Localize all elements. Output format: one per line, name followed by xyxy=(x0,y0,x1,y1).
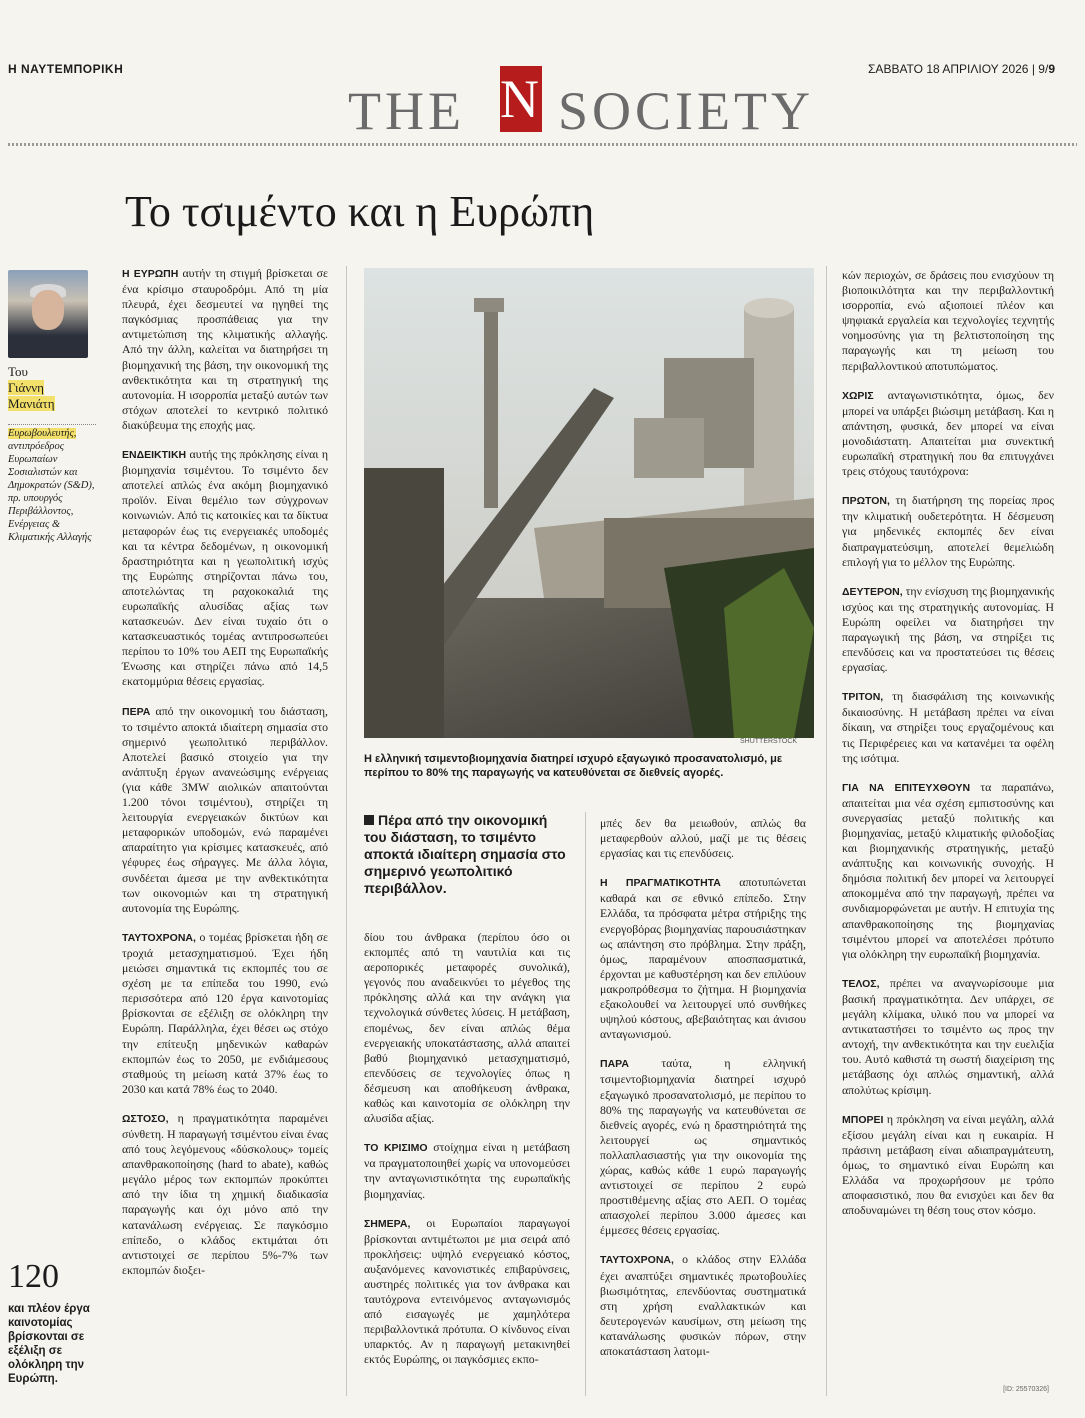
paragraph-lead: ΜΠΟΡΕΙ xyxy=(842,1113,884,1126)
article-paragraph xyxy=(364,930,570,1126)
section-n-logo: N xyxy=(500,66,542,132)
paragraph-lead: ΤΕΛΟΣ, xyxy=(842,977,880,990)
article-id: [ID: 25570326] xyxy=(1003,1386,1049,1393)
paragraph-text: από την οικονομική του διάσταση, το τσιμέντο αποκτά ιδιαίτερη σημασία στο σημερινό γεωπολιτικό περιβάλλον. Αποτελεί βασικό στοιχείο για την ανάπτυξη έργων ανανεώσιμης ενέργειας (για κάθε 3MW αιολικών απαιτούνται 1.200 τόνοι τσιμέντου), στηρίζει τη λειτουργία ενεργειακών δικτύων και μεταφορικών υποδομών, ενώ παραμένει απαραίτητο για κρίσιμες κατασκευές, από γέφυρες έως σήραγγες. Με άλλα λόγια, συνδέεται άμεσα με την ανθεκτικότητα των οικονομιών και τη στρατηγική αυτονομία της Ευρώπης. xyxy=(122,703,328,915)
article-paragraph xyxy=(842,1112,1054,1219)
byline xyxy=(8,364,92,412)
column-divider xyxy=(826,266,827,1396)
article-column-1 xyxy=(122,266,328,1292)
paragraph-text: αυτής της πρόκλησης είναι η βιομηχανία τσιμέντου. Το τσιμέντο δεν αποτελεί απλώς ένα ακόμη βιομηχανικό προϊόν. Είναι θεμέλιο των σύγχρονων κοινωνιών. Από τις κατοικίες και τα δίκτυα μεταφορών έως τις ενεργειακές υποδομές και τα κέντρα δεδομένων, η οικονομική δραστηριότητα και η γεωπολιτική ισχύς της Ευρώπης στηρίζονται πάνω του, αποτελώντας τη ραχοκοκαλιά της ευρωπαϊκής αλυσίδας αξίας των κατασκευών. Δεν είναι τυχαίο ότι ο κατασκευαστικός τομέας αντιπροσωπεύει περίπου το 10% του ΑΕΠ της Ευρωπαϊκής Ένωσης και στηρίζει πάνω από 14,5 εκατομμύρια θέσεις εργασίας. xyxy=(122,447,328,689)
issue-date: ΣΑΒΒΑΤΟ 18 ΑΠΡΙΛΙΟΥ 2026 | 9/9 xyxy=(868,62,1055,76)
article-paragraph xyxy=(364,1140,570,1201)
paragraph-lead: ΠΑΡΑ xyxy=(600,1058,629,1071)
article-paragraph xyxy=(842,268,1054,374)
paragraph-text: αποτυπώνεται καθαρά και σε εθνικό επίπεδο. Στην Ελλάδα, τα πρόσφατα μέτρα στήριξης της ενεργοβόρας βιομηχανίας παρουσιάστηκαν ως απάντηση στο πρόβλημα. Στην πράξη, όμως, παραμένουν αποσπασματικά, έρχονται με καθυστέρηση και δεν επιλύουν μακροπρόθεσμα το ζήτημα. Η βιομηχανία εξακολουθεί να λειτουργεί υπό συνθήκες υψηλού κόστους, αβεβαιότητας και άνισου ανταγωνισμού. xyxy=(600,875,806,1042)
paragraph-lead: ΕΝΔΕΙΚΤΙΚΗ xyxy=(122,449,187,462)
page-number: 9 xyxy=(1038,62,1045,76)
paragraph-text: ανταγωνιστικότητα, όμως, δεν μπορεί να υπάρξει βιώσιμη μετάβαση. Και η απάντηση, φυσικά, δεν μπορεί να είναι μονοδιάστατη. Απαιτείται μια συνεκτική ευρωπαϊκή στρατηγική που θα επιτυγχάνει τρεις στόχους ταυτόχρονα: xyxy=(842,387,1054,479)
article-paragraph xyxy=(842,493,1054,569)
paragraph-text: τα παραπάνω, απαιτείται μια νέα σχέση εμπιστοσύνης και συνεργασίας μεταξύ πολιτικής και βιομηχανίας, μεταξύ κλιματικής φιλοδοξίας και βιομηχανικής στρατηγικής, μεταξύ ανάπτυξης και κοινωνικής συνοχής. Η δημόσια πολιτική δεν μπορεί να λειτουργεί αποκομμένα από την παραγωγή, πρέπει να συνδιαμορφώνεται με αυτήν. Η επιτυχία της απανθρακοποίησης της βιομηχανίας τσιμέντου μπορεί να αποτελέσει πρότυπο για ολόκληρη την ευρωπαϊκή βιομηχανία. xyxy=(842,779,1054,961)
column-divider xyxy=(585,812,586,1396)
article-paragraph xyxy=(842,388,1054,480)
bullet-square-icon xyxy=(364,815,374,825)
author-bio xyxy=(8,424,96,544)
paragraph-text: ο τομέας βρίσκεται ήδη σε τροχιά μετασχηματισμού. Έχει ήδη μειώσει σημαντικά τις εκπομπές του σε σχέση με τα επίπεδα του 1990, ενώ περισσότερα από 120 έργα καινοτομίας βρίσκονται σε εξέλιξη σε ολόκληρη την Ευρώπη. Παράλληλα, έχει θέσει ως στόχο την επίτευξη μηδενικών καθαρών εκπομπών έως το 2050, με ενδιάμεσους σταθμούς τη μείωση κατά 37% έως το 2030 και κατά 78% έως το 2040. xyxy=(122,929,328,1096)
paragraph-text: η πραγματικότητα παραμένει σύνθετη. Η παραγωγή τσιμέντου είναι ένας από τους λεγόμενους «δύσκολους» τομείς απανθρακοποίησης (hard to abate), καθώς μεγάλο μέρος των εκπομπών προκύπτει από την ίδια τη χημική διαδικασία παραγωγής και όχι μόνο από την κατανάλωση ενέργειας. Σε παγκόσμιο επίπεδο, ο κλάδος εκτιμάται ότι αντιστοιχεί σε περίπου 5%-7% των εκπομπών διοξει- xyxy=(122,1110,328,1277)
paragraph-text: κών περιοχών, σε δράσεις που ενισχύουν τη βιοποικιλότητα και την περιβαλλοντική ισορροπία, ενώ αξιοποιεί πλέον και ψηφιακά εργαλεία και τεχνολογίες τεχνητής νοημοσύνης για τη βελτιστοποίηση της παραγωγής και τη μείωση του περιβαλλοντικού αποτυπώματος. xyxy=(842,268,1054,373)
pull-quote-text: Πέρα από την οικονομική του διάσταση, το τσιμέντο αποκτά ιδιαίτερη σημασία στο σημερινό γεωπολιτικό περιβάλλον. xyxy=(364,812,566,896)
paragraph-lead: ΤΡΙΤΟΝ, xyxy=(842,691,884,704)
section-the: THE xyxy=(348,81,465,141)
article-paragraph xyxy=(122,1111,328,1278)
section-title xyxy=(340,66,840,146)
article-paragraph xyxy=(600,1056,806,1238)
article-paragraph xyxy=(122,447,328,690)
paragraph-text: πρέπει να αναγνωρίσουμε μια βασική πραγματικότητα. Δεν υπάρχει, σε μεγάλη κλίμακα, υλικό που να μπορεί να αντικαταστήσει το τσιμέντο ως προς την αντοχή, την ανθεκτικότητα και την ευελιξία του. Αυτό καθιστά τη σωστή διαχείριση της μετάβασης όχι απλώς σημαντική, αλλά απολύτως κρίσιμη. xyxy=(842,975,1054,1097)
article-column-3 xyxy=(600,816,806,1373)
paragraph-lead: ΓΙΑ ΝΑ ΕΠΙΤΕΥΧΘΟΥΝ xyxy=(842,781,971,794)
article-paragraph xyxy=(600,875,806,1042)
article-column-4 xyxy=(842,268,1054,1232)
paragraph-lead: ΩΣΤΟΣΟ, xyxy=(122,1112,169,1125)
bio-highlight: Ευρωβουλευτής, xyxy=(8,428,77,439)
paragraph-text: αυτήν τη στιγμή βρίσκεται σε ένα κρίσιμο σταυροδρόμι. Από τη μία πλευρά, έχει δεσμευτεί να ηγηθεί της παγκόσμιας προσπάθειας για την αντιμετώπιση της κλιματικής αλλαγής. Από την άλλη, καλείται να διατηρήσει τη βιομηχανική της βάση, την οικονομική της ανθεκτικότητα και τη στρατηγική της αυτονομία. Η ισορροπία μεταξύ αυτών των στόχων αποτελεί το κεντρικό πολιτικό διακύβευμα της εποχής μας. xyxy=(122,266,328,432)
paragraph-lead: ΤΑΥΤΟΧΡΟΝΑ, xyxy=(122,931,196,944)
section-society: SOCIETY xyxy=(558,81,814,141)
paragraph-text: δίου του άνθρακα (περίπου όσο οι εκπομπές από τη ναυτιλία και τις αεροπορικές μεταφορές συνολικά), γεγονός που αναδεικνύει το μέγεθος της πρόκλησης αλλά και την ανάγκη για τεχνολογικά σύνθετες λύσεις. Η μετάβαση, επομένως, δεν είναι απλώς θέμα ενεργειακής υποκατάστασης, αλλά απαιτεί βαθύ βιομηχανικό μετασχηματισμό, επενδύσεις σε τεχνολογίες όπως η δέσμευση και αποθήκευση άνθρακα, καθώς και καινοτομία σε ολόκληρη την αλυσίδα αξίας. xyxy=(364,930,570,1126)
paragraph-text: τη διατήρηση της πορείας προς την κλιματική ουδετερότητα. Η δέσμευση για μηδενικές εκπομπές δεν είναι διαπραγματεύσιμη, αποτελεί θεμελιώδη επιλογή για το μέλλον της Ευρώπης. xyxy=(842,493,1054,569)
byline-prefix: Του xyxy=(8,364,28,379)
paragraph-text: την ενίσχυση της βιομηχανικής ισχύος και της στρατηγικής αυτονομίας. Η Ευρώπη οφείλει να διατηρήσει την παραγωγική της βάση, να στηρίξει τις επενδύσεις και να προστατεύσει τις θέσεις εργασίας. xyxy=(842,583,1054,675)
paragraph-lead: ΤΑΥΤΟΧΡΟΝΑ, xyxy=(600,1254,674,1267)
article-paragraph xyxy=(364,1216,570,1368)
page-number-bold: 9 xyxy=(1048,62,1055,76)
paragraph-lead: Η ΕΥΡΩΠΗ xyxy=(122,268,179,280)
article-paragraph xyxy=(842,689,1054,765)
cement-plant-photo xyxy=(364,268,814,738)
paragraph-text: ο κλάδος στην Ελλάδα έχει αναπτύξει σημαντικές πρωτοβουλίες βιωσιμότητας, επενδύοντας συστηματικά στη χρήση εναλλακτικών και δευτερογενών καυσίμων, στη μείωση της κατανάλωσης φυσικών πόρων, στην αποκατάσταση λατομι- xyxy=(600,1252,806,1358)
paragraph-lead: ΠΕΡΑ xyxy=(122,705,151,718)
paragraph-lead: ΧΩΡΙΣ xyxy=(842,389,874,402)
paragraph-lead: Η ΠΡΑΓΜΑΤΙΚΟΤΗΤΑ xyxy=(600,877,721,890)
article-paragraph xyxy=(122,704,328,916)
date-text: ΣΑΒΒΑΤΟ 18 ΑΠΡΙΛΙΟΥ 2026 xyxy=(868,62,1029,76)
header-rule xyxy=(8,143,1077,146)
article-paragraph xyxy=(122,266,328,433)
paragraph-text: μπές δεν θα μειωθούν, απλώς θα μεταφερθούν αλλού, μαζί με τις θέσεις εργασίας και τις επενδύσεις. xyxy=(600,816,806,861)
article-headline: Το τσιμέντο και η Ευρώπη xyxy=(125,187,595,236)
author-last-name: Μανιάτη xyxy=(8,396,55,411)
author-first-name: Γιάννη xyxy=(8,380,44,395)
newspaper-logo: Η ΝΑΥΤΕΜΠΟΡΙΚΗ xyxy=(8,62,124,76)
paragraph-lead: ΠΡΩΤΟΝ, xyxy=(842,495,890,508)
stat-number: 120 xyxy=(8,1258,59,1295)
author-photo xyxy=(8,270,88,358)
paragraph-text: η πρόκληση να είναι μεγάλη, αλλά εξίσου μεγάλη είναι και η ευκαιρία. Η πράσινη μετάβαση είναι αδιαπραγμάτευτη, όμως, το σημαντικό είναι Ευρώπη και Ελλάδα να προχωρήσουν με τρόπο αποφασιστικό, που θα ενισχύει και δεν θα αποδυναμώνει τη θέση τους στον κόσμο. xyxy=(842,1111,1054,1218)
paragraph-lead: ΔΕΥΤΕΡΟΝ, xyxy=(842,585,903,598)
article-paragraph xyxy=(600,816,806,861)
paragraph-lead: ΤΟ ΚΡΙΣΙΜΟ xyxy=(364,1142,428,1155)
paragraph-lead: ΣΗΜΕΡΑ, xyxy=(364,1217,411,1230)
photo-credit: SHUTTERSTOCK xyxy=(740,738,798,745)
paragraph-text: οι Ευρωπαίοι παραγωγοί βρίσκονται αντιμέτωποι με μια σειρά από προκλήσεις: υψηλό ενεργειακό κόστος, αυξανόμενες κανονιστικές επιβαρύνσεις, αυστηρές πολιτικές για τον άνθρακα και ταυτόχρονα εντεινόμενος ανταγωνισμός από εισαγωγές με χαμηλότερα περιβαλλοντικά πρότυπα. Ο κίνδυνος είναι υπαρκτός. Αν η παραγωγή μετακινηθεί εκτός Ευρώπης, οι παγκόσμιες εκπο- xyxy=(364,1215,570,1367)
paragraph-text: τη διασφάλιση της κοινωνικής δικαιοσύνης. Η μετάβαση πρέπει να είναι δίκαιη, να στηρίξει τους εργαζομένους και τις Περιφέρειες και να κατανέμει τα οφέλη της ισότιμα. xyxy=(842,689,1054,765)
article-paragraph xyxy=(842,584,1054,676)
article-paragraph xyxy=(600,1252,806,1359)
article-paragraph xyxy=(122,930,328,1097)
column-divider xyxy=(346,266,347,1396)
paragraph-text: στοίχημα είναι η μετάβαση να πραγματοποιηθεί χωρίς να υπονομεύσει την ανταγωνιστικότητα της ευρωπαϊκής βιομηχανίας. xyxy=(364,1140,570,1201)
article-column-2 xyxy=(364,930,570,1382)
pull-quote xyxy=(364,812,570,897)
stat-description: και πλέον έργα καινοτομίας βρίσκονται σε εξέλιξη σε ολόκληρη την Ευρώπη. xyxy=(8,1303,90,1385)
article-paragraph xyxy=(842,976,1054,1098)
bio-text: αντιπρόεδρος Ευρωπαίων Σοσιαλιστών και Δημοκρατών (S&D), πρ. υπουργός Περιβάλλοντος, Ενέργειας & Κλιματικής Αλλαγής xyxy=(8,441,95,543)
photo-caption: Η ελληνική τσιμεντοβιομηχανία διατηρεί ισχυρό εξαγωγικό προσανατολισμό, με περίπου το 80% της παραγωγής να κατευθύνεται σε διεθνείς αγορές. xyxy=(364,753,783,779)
article-paragraph xyxy=(842,780,1054,962)
paragraph-text: ταύτα, η ελληνική τσιμεντοβιομηχανία διατηρεί ισχυρό εξαγωγικό προσανατολισμό, με περίπου το 80% της παραγωγής να κατευθύνεται σε διεθνείς αγορές, ενώ η δραστηριότητά της λειτουργεί ως σημαντικός πολλαπλασιαστής για την οικονομία της χώρας, καθώς κάθε 1 ευρώ παραγωγής αντιστοιχεί σε περίπου 2 ευρώ προστιθέμενης αξίας στο ΑΕΠ. Ο τομέας απασχολεί περίπου 3.000 άμεσες και έμμεσες θέσεις εργασίας. xyxy=(600,1056,806,1238)
